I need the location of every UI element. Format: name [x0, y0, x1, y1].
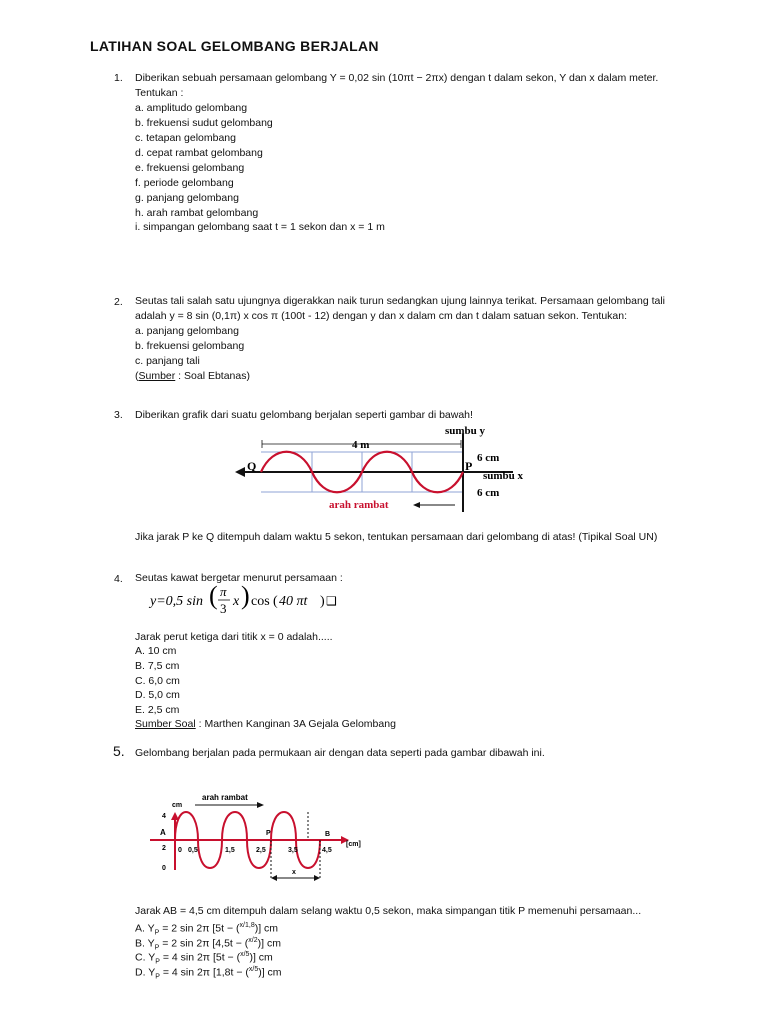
q5-option-sub: P: [154, 944, 160, 952]
q4-option: C. 6,0 cm: [135, 675, 180, 687]
q5-arah-rambat-label: arah rambat: [202, 793, 248, 802]
q4-question: Jarak perut ketiga dari titik x = 0 adalah.....: [135, 631, 333, 643]
q3-intro: Diberikan grafik dari suatu gelombang berjalan seperti gambar di bawah!: [135, 409, 473, 421]
q3-wave-figure: [225, 420, 545, 515]
q5-cm-label: cm: [172, 802, 183, 809]
q4-source: [135, 717, 396, 732]
q5-x-arrow-left: [271, 875, 277, 881]
q4-eq-open2: (: [273, 594, 278, 609]
q5-tick-label: 1,5: [225, 847, 235, 854]
q5-question: Jarak AB = 4,5 cm ditempuh dalam selang waktu 0,5 sekon, maka simpangan titik P memenuhi persamaan...: [135, 905, 642, 917]
q5-option-frac: x/1,8: [239, 922, 255, 929]
q4-option: B. 7,5 cm: [135, 660, 180, 672]
q4-eq-lhs: y=0,5 sin: [150, 594, 203, 609]
q5-option-post: )] cm: [249, 951, 273, 964]
q4-option: E. 2,5 cm: [135, 704, 180, 716]
q3-number: 3.: [114, 409, 123, 421]
q3-top-amplitude: 6 cm: [477, 452, 500, 464]
q4-option: D. 5,0 cm: [135, 689, 180, 701]
q5-x-label: x: [292, 869, 296, 876]
q4-eq-paren-close: ): [241, 581, 250, 610]
q5-arah-arrow-head: [257, 802, 264, 808]
q2-source-paren: (: [135, 370, 139, 382]
q3-sumbu-x-label: sumbu x: [483, 470, 524, 482]
page-title: LATIHAN SOAL GELOMBANG BERJALAN: [90, 38, 379, 54]
q3-question: Jika jarak P ke Q ditempuh dalam waktu 5 sekon, tentukan persamaan dari gelombang di atas! (Tipikal Soal UN): [135, 531, 658, 543]
q3-distance-label: 4 m: [352, 439, 370, 451]
q3-q-label: Q: [247, 459, 257, 473]
q5-option-mid: = 4 sin 2π [1,8t − (: [159, 966, 249, 979]
q5-y0-label: 0: [162, 865, 166, 872]
q5-a-label: A: [160, 828, 166, 837]
q5-option-mid: = 2 sin 2π [5t − (: [159, 922, 240, 935]
q5-option-mid: = 2 sin 2π [4,5t − (: [159, 937, 249, 950]
q4-equation: [148, 580, 348, 620]
q2-source-text: : Soal Ebtanas): [175, 370, 250, 382]
q5-tick-label: 4,5: [322, 847, 332, 854]
q1-line: d. cepat rambat gelombang: [135, 147, 263, 159]
q1-line: i. simpangan gelombang saat t = 1 sekon dan x = 1 m: [135, 221, 385, 233]
q2-line: c. panjang tali: [135, 355, 200, 367]
q4-option: A. 10 cm: [135, 645, 177, 657]
q2-line: b. frekuensi gelombang: [135, 340, 245, 352]
q1-number: 1.: [114, 72, 123, 84]
q1-line: e. frekuensi gelombang: [135, 162, 245, 174]
q5-tick-label: 0,5: [188, 847, 198, 854]
q4-eq-cos: cos: [251, 594, 270, 609]
q5-option: [135, 962, 282, 985]
q2-source-label: Sumber: [138, 370, 176, 382]
q5-option-sub: P: [155, 973, 160, 981]
q4-eq-pi: π: [220, 584, 227, 599]
q3-p-label: P: [465, 459, 473, 473]
q5-option-post: )] cm: [257, 937, 281, 950]
q5-option-pre: D. Y: [135, 966, 156, 979]
q4-eq-arg: 40 πt: [279, 594, 308, 609]
q5-y2-label: 2: [162, 845, 166, 852]
q4-eq-three: 3: [220, 601, 227, 616]
q3-x-axis-arrow: [235, 467, 245, 477]
q1-line: a. amplitudo gelombang: [135, 102, 248, 114]
q2-source: [135, 369, 250, 384]
q5-option-frac: x/2: [248, 937, 258, 944]
q5-unit-label: [cm]: [346, 841, 361, 848]
q4-source-text: : Marthen Kanginan 3A Gejala Gelombang: [195, 718, 396, 730]
q5-option-post: )] cm: [258, 966, 282, 979]
q2-number: 2.: [114, 296, 123, 308]
q4-eq-x: x: [233, 594, 240, 609]
q1-line: h. arah rambat gelombang: [135, 207, 259, 219]
q5-option-mid: = 4 sin 2π [5t − (: [159, 951, 241, 964]
q4-eq-box: ❑: [326, 594, 337, 608]
q2-line: adalah y = 8 sin (0,1π) x cos π (100t - 12) dengan y dan x dalam cm dan t dalam satuan sekon. Tentukan:: [135, 310, 628, 322]
q5-tick-label: 2,5: [256, 847, 266, 854]
q5-p-label: P: [266, 830, 271, 837]
q5-option-pre: A. Y: [135, 922, 155, 935]
q3-bottom-amplitude: 6 cm: [477, 487, 500, 499]
q5-b-label: B: [325, 831, 331, 838]
q5-y4-label: 4: [162, 813, 166, 820]
q1-line: b. frekuensi sudut gelombang: [135, 117, 273, 129]
q1-line: g. panjang gelombang: [135, 192, 239, 204]
q5-x-arrow-right: [314, 875, 320, 881]
q1-line: Tentukan :: [135, 87, 184, 99]
q5-wave-figure: [150, 788, 380, 888]
q5-option-frac: x/5: [240, 951, 250, 958]
q4-eq-paren-open: (: [209, 581, 218, 610]
q3-arah-rambat-label: arah rambat: [329, 499, 389, 511]
q1-line: f. periode gelombang: [135, 177, 234, 189]
q2-line: Seutas tali salah satu ujungnya digerakkan naik turun sedangkan ujung lainnya terikat. Persamaan gelombang tali: [135, 295, 666, 307]
q5-tick-label: 0: [178, 847, 182, 854]
q4-number: 4.: [114, 573, 123, 585]
q4-source-label: Sumber Soal: [135, 718, 196, 730]
q2-line: a. panjang gelombang: [135, 325, 239, 337]
q5-option-pre: B. Y: [135, 937, 155, 950]
q3-sumbu-y-label: sumbu y: [445, 425, 486, 437]
q5-option-sub: P: [154, 929, 160, 937]
q3-arah-arrow-head: [413, 502, 420, 508]
q4-eq-close2: ): [320, 594, 325, 609]
q1-line: c. tetapan gelombang: [135, 132, 236, 144]
q5-number: 5.: [113, 743, 125, 759]
q5-intro: Gelombang berjalan pada permukaan air dengan data seperti pada gambar dibawah ini.: [135, 747, 545, 759]
q4-intro: Seutas kawat bergetar menurut persamaan :: [135, 572, 343, 584]
q5-option-sub: P: [155, 958, 160, 966]
q5-option-post: )] cm: [254, 922, 279, 935]
q5-tick-label: 3,5: [288, 847, 298, 854]
q5-option-pre: C. Y: [135, 951, 156, 964]
q5-option-frac: x/5: [248, 966, 259, 973]
q1-line: Diberikan sebuah persamaan gelombang Y = 0,02 sin (10πt − 2πx) dengan t dalam sekon, Y dan x dalam meter.: [135, 72, 659, 84]
